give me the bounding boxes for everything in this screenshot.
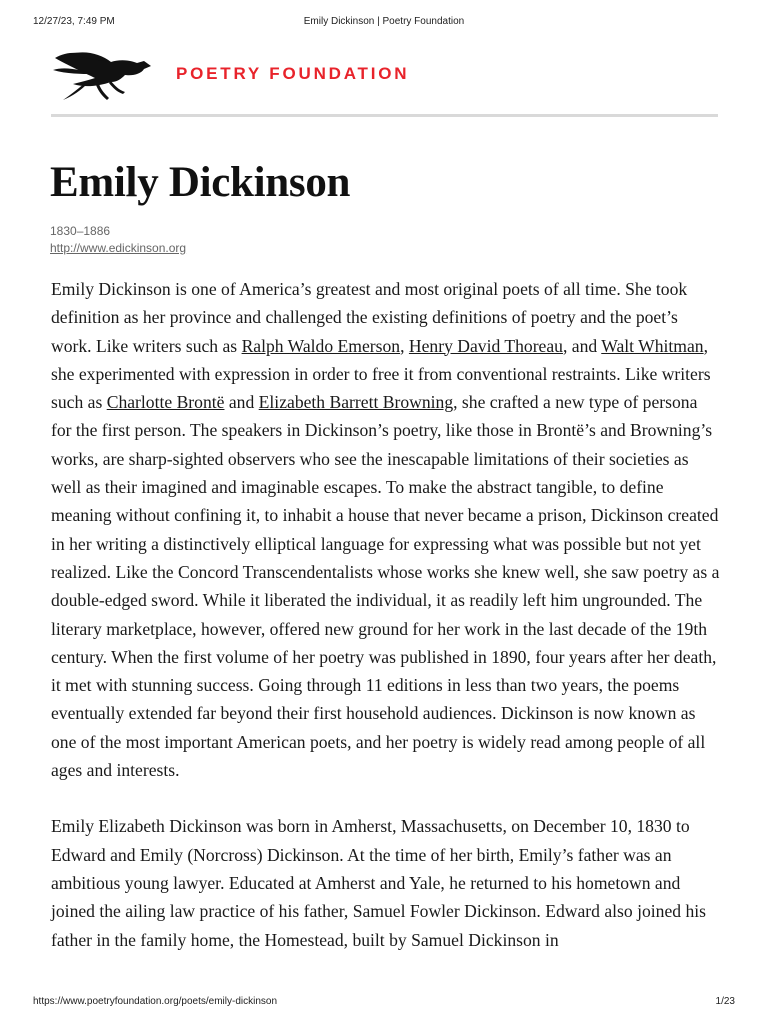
poet-dates: 1830–1886 — [50, 224, 111, 238]
print-page-title: Emily Dickinson | Poetry Foundation — [303, 16, 465, 27]
bio-text: , — [400, 335, 409, 356]
link-walt-whitman[interactable]: Walt Whitman — [601, 335, 704, 356]
print-page-number: 1/23 — [715, 996, 735, 1007]
bio-article — [51, 275, 721, 982]
link-ralph-waldo-emerson[interactable]: Ralph Waldo Emerson — [241, 335, 401, 356]
poet-website-link[interactable]: http://www.edickinson.org — [50, 241, 187, 255]
link-henry-david-thoreau[interactable]: Henry David Thoreau — [408, 335, 563, 356]
link-elizabeth-barrett-browning[interactable]: Elizabeth Barrett Browning — [258, 392, 454, 413]
bio-text: , she crafted a new type of persona for the first person. The speakers in Dickinson’s poetry, like those in Brontë’s and Browning’s works, are sharp-sighted observers who see the inescapable limitations of their societies as well as their imagined and imaginable escapes. To make the abstract tangible, to define meaning without confining it, to inhabit a house that never became a prison, Dickinson created in her writing a distinctively elliptical language for expressing what was possible but not yet realized. Like the Concord Transcendentalists whose works she knew well, she saw poetry as a double-edged sword. While it liberated the individual, it as readily left him ungrounded. The literary marketplace, however, offered new ground for her work in the last decade of the 19th century. When the first volume of her poetry was published in 1890, four years after her death, it met with stunning success. Going through 11 editions in less than two years, the poems eventually extended far beyond their first household audiences. Dickinson is now known as one of the most important American poets, and her poetry is widely read among people of all ages and interests. — [51, 392, 720, 781]
bio-text: , and — [562, 335, 602, 356]
print-datetime: 12/27/23, 7:49 PM — [33, 16, 115, 27]
header-divider — [51, 114, 718, 117]
bio-paragraph: Emily Elizabeth Dickinson was born in Amherst, Massachusetts, on December 10, 1830 to Edward and Emily (Norcross) Dickinson. At the time of her birth, Emily’s father was an ambitious young lawyer. Educated at Amherst and Yale, he returned to his hometown and joined the ailing law practice of his father, Samuel Fowler Dickinson. Edward also joined his father in the family home, the Homestead, built by Samuel Dickinson in — [51, 816, 706, 950]
print-footer — [33, 996, 735, 1010]
bio-text: , she experimented with expression in order to free it from conventional restraints. Like writers such as — [51, 335, 711, 413]
print-header — [33, 16, 735, 30]
site-header — [51, 42, 718, 117]
pegasus-bird-icon[interactable] — [51, 44, 151, 102]
link-charlotte-bronte[interactable]: Charlotte Brontë — [106, 392, 225, 413]
page-title: Emily Dickinson — [50, 159, 351, 206]
bio-text: and — [224, 392, 259, 413]
bio-text: Emily Dickinson is one of America’s greatest and most original poets of all time. She took definition as her province and challenged the existing definitions of poetry and the poet’s work. Like writers such as — [51, 279, 688, 356]
site-name[interactable]: POETRY FOUNDATION — [176, 64, 410, 83]
bio-paragraph — [51, 275, 721, 784]
print-url: https://www.poetryfoundation.org/poets/emily-dickinson — [33, 996, 278, 1007]
